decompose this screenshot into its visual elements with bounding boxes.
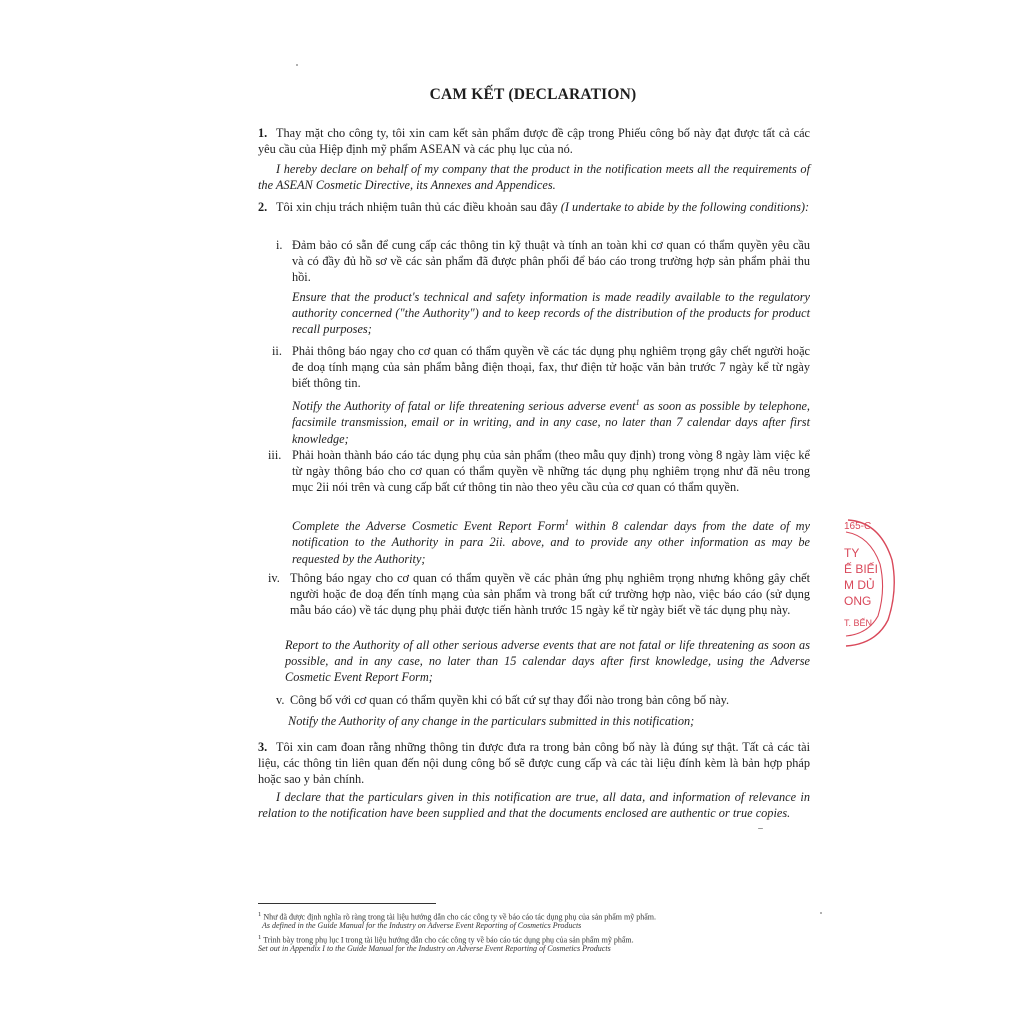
item-iii-vi: Phải hoàn thành báo cáo tác dụng phụ của sản phẩm (theo mẫu quy định) trong vòng 8 ngày làm việc kể từ ngày thông báo cho cơ quan có thẩm quyền về những tác dụng phụ nghiêm trọng như đã nêu trong mục 2ii nói trên và cung cấp bất cứ thông tin nào theo yêu cầu của cơ quan có thẩm quyền. bbox=[292, 448, 810, 495]
item-v-vi: Công bố với cơ quan có thẩm quyền khi có bất cứ sự thay đổi nào trong bản công bố này. bbox=[290, 693, 730, 707]
page-title: CAM KẾT (DECLARATION) bbox=[429, 86, 637, 103]
item-v-marker: v. bbox=[276, 693, 285, 707]
stamp-text: M DỦ bbox=[844, 578, 875, 592]
footnote-1-en: As defined in the Guide Manual for the Industry on Adverse Event Reporting of Cosmetics Products bbox=[262, 921, 582, 930]
scan-speck bbox=[296, 64, 298, 66]
item-iv-vi: Thông báo ngay cho cơ quan có thẩm quyền về các phản ứng phụ nghiêm trọng nhưng không gây chết người hoặc đe doạ đến tính mạng của sản phẩm và trong bất cứ trường hợp nào, việc báo cáo (sử dụng mẫu báo cáo) về tác dụng phụ phải được tiến hành trước 15 ngày kể từ ngày biết về tác dụng phụ này. bbox=[290, 571, 810, 618]
item-iii-en-a: Complete the Adverse Cosmetic Event Report Form bbox=[292, 519, 565, 534]
footnote-marker: 1 bbox=[258, 911, 262, 918]
section-2-intro-vi: Tôi xin chịu trách nhiệm tuân thủ các điều khoản sau đây bbox=[276, 200, 558, 214]
footnote-divider bbox=[258, 903, 436, 904]
section-1-vi: Thay mặt cho công ty, tôi xin cam kết sản phẩm được đề cập trong Phiếu công bố này đạt được tất cả các yêu cầu của Hiệp định mỹ phẩm ASEAN và các phụ lục của nó. bbox=[258, 126, 810, 157]
item-ii-marker: ii. bbox=[272, 344, 282, 358]
item-iv-marker: iv. bbox=[268, 571, 280, 585]
footnote-ref: 1 bbox=[564, 518, 569, 527]
item-i-marker: i. bbox=[276, 238, 283, 252]
item-i-en: Ensure that the product's technical and safety information is made readily available to the regulatory authority concerned ("the Authority") and to keep records of the distribution of the products for product recall purposes; bbox=[292, 290, 810, 337]
section-3-vi: Tôi xin cam đoan rằng những thông tin được đưa ra trong bản công bố này là đúng sự thật. Tất cả các tài liệu, các thông tin liên quan đến nội dung công bố sẽ được cung cấp và các tài liệu đính kèm là bản hợp pháp hoặc sao y bản chính. bbox=[258, 740, 810, 787]
item-ii-vi: Phải thông báo ngay cho cơ quan có thẩm quyền về các tác dụng phụ nghiêm trọng gây chết người hoặc đe doạ tính mạng của sản phẩm bằng điện thoại, fax, thư điện tử hoặc văn bản trước 7 ngày kể từ ngày biết thông tin. bbox=[292, 344, 810, 391]
item-i-vi: Đảm bảo có sẵn để cung cấp các thông tin kỹ thuật và tính an toàn khi cơ quan có thẩm quyền yêu cầu và có đầy đủ hồ sơ về các sản phẩm đã được phân phối để báo cáo trong trường hợp sản phẩm phải thu hồi. bbox=[292, 238, 810, 285]
item-iv-en: Report to the Authority of all other serious adverse events that are not fatal or life threatening as soon as possible, and in any case, no later than 15 calendar days after first knowledge, using the Adverse Cosmetic Event Report Form; bbox=[285, 638, 810, 685]
item-ii-en bbox=[292, 395, 810, 447]
section-1-en: I hereby declare on behalf of my company that the product in the notification meets all the requirements of the ASEAN Cosmetic Directive, its Annexes and Appendices. bbox=[258, 162, 810, 193]
stamp-text: Ế BIẾI bbox=[844, 562, 879, 576]
section-1-number: 1. bbox=[258, 126, 268, 140]
footnote-text: Như đã được định nghĩa rõ ràng trong tài liệu hướng dẫn cho các công ty về báo cáo tác dụng phụ của sản phẩm mỹ phẩm. bbox=[263, 912, 657, 922]
footnote-2-en: Set out in Appendix I to the Guide Manual for the Industry on Adverse Event Reporting of Cosmetics Products bbox=[258, 944, 611, 953]
stamp-text: 165-C bbox=[844, 521, 872, 532]
stamp-text: ONG bbox=[844, 594, 872, 608]
company-stamp bbox=[836, 512, 916, 652]
section-2-number: 2. bbox=[258, 200, 268, 214]
footnote-marker: 1 bbox=[258, 934, 262, 941]
scan-speck bbox=[820, 912, 822, 914]
footnote-ref: 1 bbox=[635, 398, 640, 407]
scan-speck bbox=[758, 828, 763, 829]
section-2-intro-en: (I undertake to abide by the following conditions): bbox=[560, 200, 810, 214]
item-iii-en bbox=[292, 515, 810, 567]
item-iii-en-b: within 8 calendar days from the date of my notification to the Authority in para 2ii. above, and to provide any other information as may be requested by the Authority; bbox=[292, 519, 810, 566]
item-iii-marker: iii. bbox=[268, 448, 282, 462]
section-3-number: 3. bbox=[258, 740, 268, 754]
section-2-intro bbox=[258, 199, 810, 215]
item-v-en: Notify the Authority of any change in the particulars submitted in this notification; bbox=[288, 714, 695, 728]
section-3-en: I declare that the particulars given in this notification are true, all data, and information of relevance in relation to the notification have been supplied and that the documents enclosed are authentic or true copies. bbox=[258, 790, 810, 821]
stamp-text: TY bbox=[844, 546, 860, 560]
footnote-text: Trình bày trong phụ lục I trong tài liệu hướng dẫn cho các công ty về báo cáo tác dụng phụ của sản phẩm mỹ phẩm. bbox=[263, 935, 634, 945]
item-ii-en-b: as soon as possible by telephone, facsimile transmission, email or in writing, and in any case, no later than 7 calendar days after first knowledge; bbox=[292, 399, 811, 446]
item-ii-en-a: Notify the Authority of fatal or life threatening serious adverse event bbox=[292, 399, 636, 414]
stamp-text: T. BẾN bbox=[844, 618, 873, 628]
